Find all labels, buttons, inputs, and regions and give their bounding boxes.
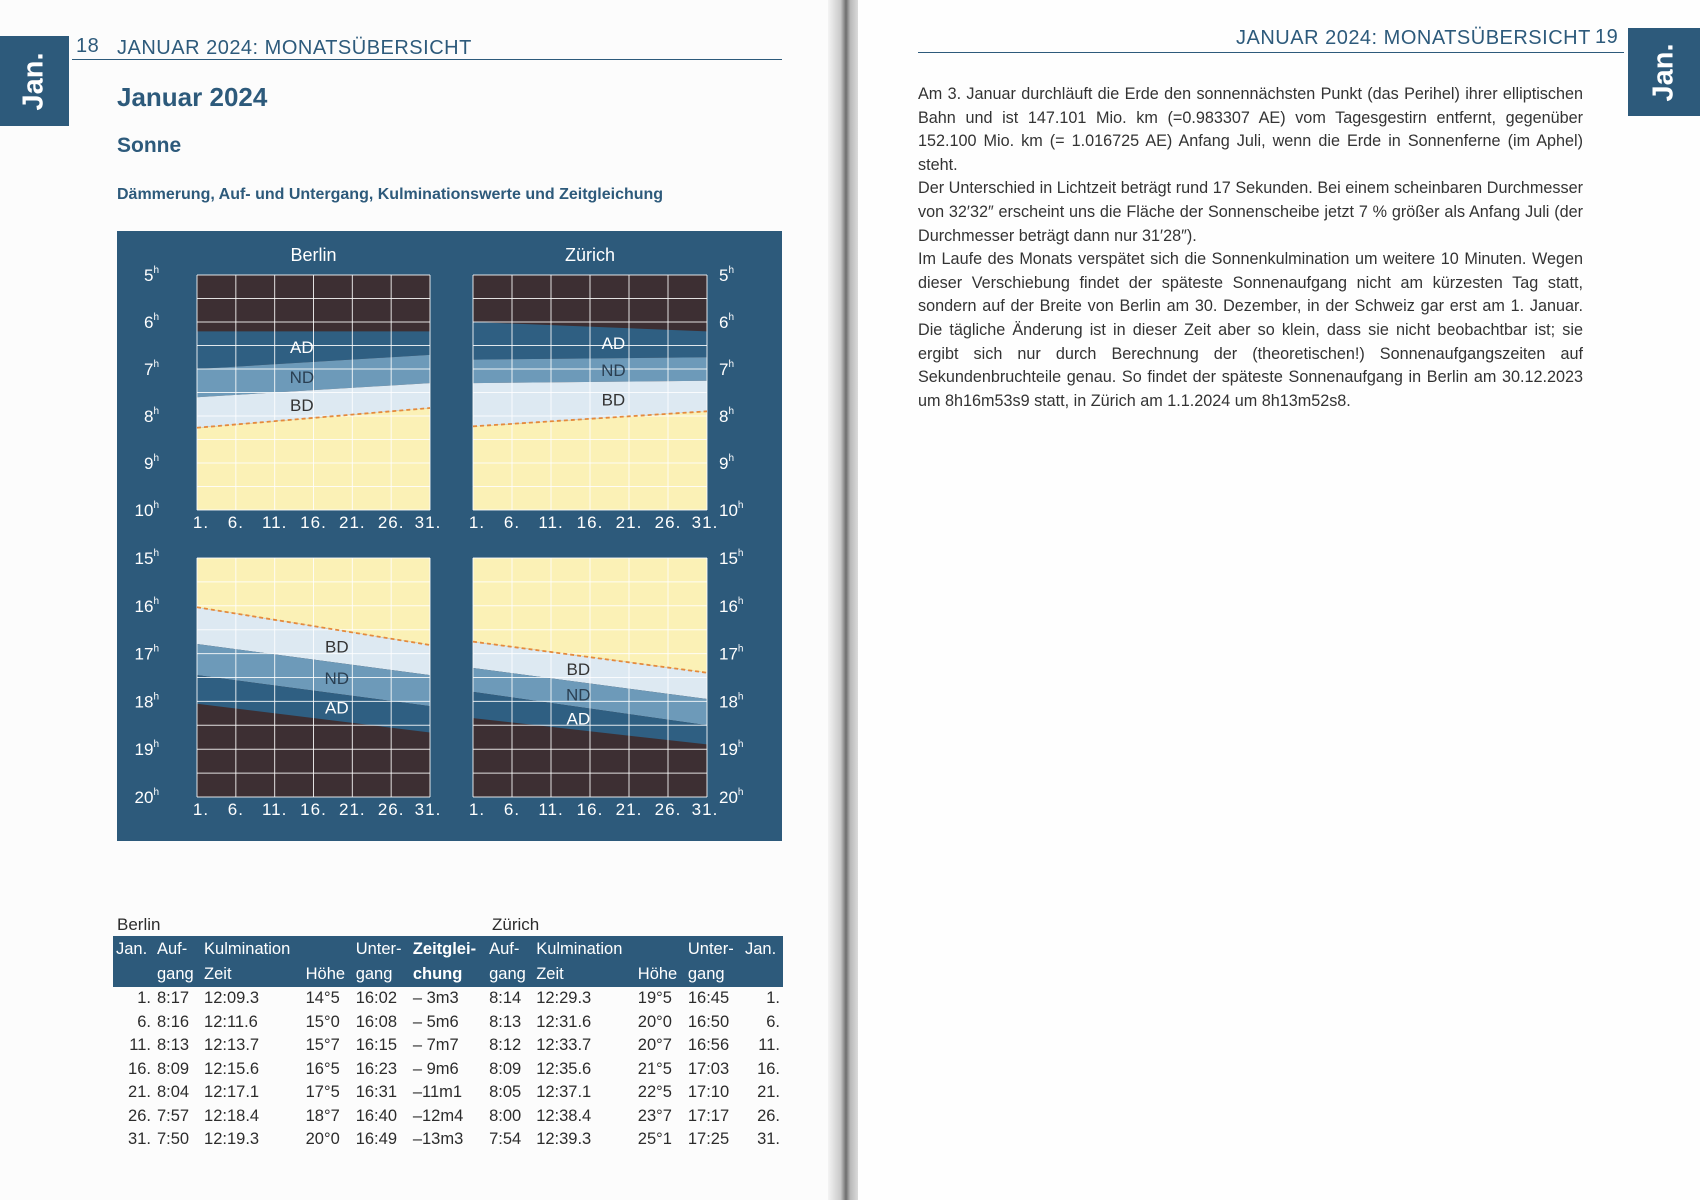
region-label-ad: AD (324, 698, 349, 718)
y-tick-unit: h (737, 739, 744, 751)
x-tick-label: 6. (227, 800, 244, 819)
table-cell: 31. (757, 1130, 780, 1149)
table-cell: 26. (128, 1106, 151, 1125)
y-tick-unit: h (153, 500, 159, 511)
table-cell: 15°7 (305, 1036, 340, 1055)
region-label-ad: AD (601, 333, 626, 353)
month-tab-right (1628, 28, 1700, 116)
x-tick-label: 31. (691, 800, 719, 819)
column-header-bottom: chung (410, 961, 486, 986)
y-tick-unit: h (153, 453, 159, 464)
table-cell: 12:29.3 (536, 989, 592, 1008)
y-tick-unit: h (737, 595, 744, 607)
y-tick-label: 15$^h$ (134, 548, 159, 568)
region-label-bd: BD (601, 390, 626, 410)
y-tick-label: 19$^h$ (134, 739, 159, 760)
table-header-row-bottom (113, 961, 783, 986)
table-cell: 17°5 (305, 1083, 340, 1102)
y-tick-unit: h (728, 359, 735, 370)
column-header-bottom: gang (353, 961, 410, 986)
column-header-top: Unter- (353, 936, 410, 961)
table-cell: 8:13 (489, 1012, 522, 1031)
column-header-top: Auf- (154, 936, 201, 961)
table-header-row-top (113, 936, 783, 961)
table-cell: 15°0 (305, 1012, 340, 1031)
y-tick-label: 19$^h$ (719, 739, 744, 760)
running-head-right: JANUAR 2024: MONATSÜBERSICHT (1236, 27, 1591, 49)
subsection-heading: Dämmerung, Auf- und Untergang, Kulminationswerte und Zeitgleichung (117, 186, 664, 203)
table-row (113, 1105, 783, 1129)
table-cell: 7:50 (156, 1130, 190, 1149)
page-title: Januar 2024 (117, 82, 268, 112)
y-tick-label: 18$^h$ (719, 691, 744, 712)
paragraph-lichtzeit: Der Unterschied in Lichtzeit beträgt rund 17 Sekunden. Bei einem scheinbaren Durchmesser von 32′32″ erscheint uns die Fläche der Sonnenscheibe jetzt 7 % größer als Anfang Juli (der Durchmesser beträgt dann nur 31′28″). (918, 179, 1583, 245)
column-header-bottom (742, 961, 783, 986)
y-tick-label: 9$^h$ (719, 453, 735, 473)
region-label-bd: BD (566, 659, 591, 679)
left-page (0, 0, 845, 1200)
table-cell: –13m3 (412, 1130, 464, 1149)
column-header-top: Kulmination (533, 936, 635, 961)
month-tab-left (0, 36, 69, 126)
y-tick-unit: h (153, 359, 159, 370)
x-tick-label: 31. (414, 800, 442, 819)
y-tick-unit: h (728, 265, 735, 276)
table-cell: 16:49 (355, 1130, 397, 1149)
region-label-ad: AD (566, 709, 591, 729)
table-cell: 17:10 (687, 1083, 730, 1102)
table-cell: 20°7 (637, 1036, 672, 1055)
table-cell: 18°7 (305, 1106, 340, 1125)
y-tick-label: 6$^h$ (719, 312, 735, 332)
table-cell: 1. (137, 989, 151, 1008)
chart-panel-berlin-morning (197, 275, 430, 510)
table-cell: 12:38.4 (536, 1106, 592, 1125)
table-row (113, 1081, 783, 1105)
x-tick-label: 11. (538, 800, 564, 819)
y-tick-label: 7$^h$ (719, 359, 735, 379)
table-cell: 12:17.1 (204, 1083, 260, 1102)
table-caption-zurich: Zürich (492, 915, 540, 934)
x-tick-label: 1. (468, 800, 486, 819)
y-tick-label: 15$^h$ (719, 548, 744, 568)
table-cell: 16°5 (305, 1059, 340, 1078)
panel-location-label: Zürich (564, 245, 616, 265)
table-row (113, 987, 783, 1011)
x-tick-label: 26. (654, 800, 682, 819)
table-cell: – 7m7 (412, 1036, 459, 1055)
table-cell: 12:37.1 (536, 1083, 592, 1102)
x-tick-label: 31. (414, 513, 442, 532)
x-tick-label: 21. (615, 513, 643, 532)
region-label-bd: BD (290, 395, 314, 415)
table-cell: 8:12 (489, 1036, 522, 1055)
table-cell: 31. (128, 1130, 151, 1149)
y-tick-label: 10$^h$ (134, 500, 159, 520)
y-tick-label: 10$^h$ (719, 500, 744, 520)
table-cell: 20°0 (637, 1012, 672, 1031)
page-number-right: 19 (1595, 26, 1619, 48)
x-tick-label: 26. (654, 513, 682, 532)
x-tick-label: 6. (503, 513, 521, 532)
x-tick-label: 16. (300, 513, 327, 532)
y-tick-unit: h (153, 595, 159, 607)
y-tick-unit: h (737, 787, 744, 798)
y-tick-unit: h (737, 691, 744, 703)
panel-location-label: Berlin (290, 245, 337, 265)
table-row (113, 1128, 783, 1152)
table-cell: 21. (757, 1083, 780, 1102)
region-label-ad: AD (290, 338, 314, 358)
table-cell: 12:18.4 (204, 1106, 260, 1125)
table-cell: 8:04 (156, 1083, 190, 1102)
column-header-bottom: gang (685, 961, 742, 986)
table-cell: 12:31.6 (536, 1012, 592, 1031)
y-tick-unit: h (153, 548, 159, 559)
y-tick-label: 5$^h$ (719, 265, 735, 285)
table-cell: 12:15.6 (204, 1059, 260, 1078)
table-cell: 12:35.6 (536, 1059, 592, 1078)
table-cell: 16:02 (355, 989, 397, 1008)
table-row (113, 1058, 783, 1082)
y-tick-label: 6$^h$ (143, 312, 159, 332)
x-tick-label: 31. (691, 513, 719, 532)
y-tick-label: 9$^h$ (143, 453, 159, 473)
table-cell: 8:13 (156, 1036, 190, 1055)
table-cell: 16. (757, 1059, 780, 1078)
x-tick-label: 16. (300, 800, 327, 819)
table-head (113, 936, 783, 987)
table-cell: –11m1 (412, 1083, 463, 1102)
region-label-nd: ND (324, 669, 350, 689)
table-caption-berlin: Berlin (117, 915, 161, 934)
y-tick-label: 16$^h$ (134, 595, 159, 616)
table-cell: 6. (766, 1012, 780, 1031)
y-tick-label: 20$^h$ (134, 787, 159, 807)
table-cell: 16:23 (355, 1059, 397, 1078)
table-cell: 19°5 (637, 989, 672, 1008)
y-tick-unit: h (737, 500, 744, 511)
y-tick-unit: h (728, 453, 735, 464)
table-cell: 12:19.3 (204, 1130, 260, 1149)
y-tick-label: 17$^h$ (134, 643, 159, 664)
column-header-top: Unter- (685, 936, 742, 961)
y-tick-label: 7$^h$ (143, 359, 159, 379)
column-header-bottom: gang (486, 961, 533, 986)
table-row (113, 1011, 783, 1035)
table-cell: 22°5 (637, 1083, 672, 1102)
region-label-nd: ND (601, 360, 626, 380)
table-cell: 12:39.3 (536, 1130, 592, 1149)
table-cell: 16:31 (355, 1083, 397, 1102)
table-body (113, 987, 783, 1152)
table-cell: 16:56 (687, 1036, 730, 1055)
x-tick-label: 1. (192, 800, 210, 819)
table-cell: 26. (757, 1106, 780, 1125)
sun-data-table (113, 936, 783, 1152)
y-tick-unit: h (737, 548, 744, 559)
table-cell: 11. (129, 1036, 151, 1055)
table-cell: 8:05 (489, 1083, 522, 1102)
month-tab-label: Jan. (1647, 42, 1680, 102)
body-text (918, 83, 1583, 413)
table-cell: 16:50 (687, 1012, 730, 1031)
table-cell: 17:03 (687, 1059, 730, 1078)
x-tick-label: 21. (339, 513, 366, 532)
column-header-top: Jan. (742, 936, 783, 961)
header-rule-left (72, 59, 782, 60)
region-label-bd: BD (324, 637, 349, 657)
column-header-top: Auf- (486, 936, 533, 961)
x-tick-label: 26. (377, 800, 405, 819)
chart-panel-berlin-evening (197, 558, 430, 797)
x-tick-label: 21. (615, 800, 643, 819)
twilight-chart (117, 231, 782, 841)
table-row (113, 1034, 783, 1058)
x-tick-label: 6. (227, 513, 244, 532)
y-tick-label: 18$^h$ (134, 691, 159, 712)
table-cell: 6. (137, 1012, 151, 1031)
column-header-bottom: Höhe (635, 961, 685, 986)
table-cell: 12:11.6 (204, 1012, 258, 1031)
x-tick-label: 16. (576, 513, 604, 532)
table-cell: 8:00 (489, 1106, 522, 1125)
table-cell: 8:09 (489, 1059, 522, 1078)
table-cell: 12:13.7 (204, 1036, 260, 1055)
y-tick-unit: h (728, 312, 735, 323)
y-tick-unit: h (153, 265, 159, 276)
table-cell: 8:16 (156, 1012, 190, 1031)
y-tick-unit: h (153, 787, 159, 798)
y-tick-unit: h (153, 691, 159, 703)
table-cell: 16:08 (355, 1012, 397, 1031)
month-tab-label: Jan. (18, 51, 50, 111)
x-tick-label: 1. (468, 513, 486, 532)
table-cell: 20°0 (305, 1130, 340, 1149)
y-tick-unit: h (153, 739, 159, 751)
y-tick-label: 16$^h$ (719, 595, 744, 616)
table-cell: 8:14 (489, 989, 522, 1008)
column-header-top: Jan. (113, 936, 154, 961)
table-cell: –12m4 (412, 1106, 464, 1125)
table-cell: – 3m3 (412, 989, 459, 1008)
x-tick-label: 26. (377, 513, 405, 532)
x-tick-label: 16. (576, 800, 604, 819)
table-cell: 23°7 (637, 1106, 672, 1125)
table-cell: 16:45 (687, 989, 730, 1008)
column-header-bottom: Zeit (533, 961, 635, 986)
table-cell: 12:33.7 (536, 1036, 592, 1055)
y-tick-unit: h (153, 406, 159, 417)
y-tick-label: 20$^h$ (719, 787, 744, 807)
y-tick-label: 17$^h$ (719, 643, 744, 664)
region-label-nd: ND (566, 685, 591, 705)
x-tick-label: 6. (503, 800, 521, 819)
x-tick-label: 11. (261, 513, 288, 532)
table-cell: 17:25 (687, 1130, 730, 1149)
table-cell: 1. (766, 989, 780, 1008)
running-head-left: JANUAR 2024: MONATSÜBERSICHT (117, 37, 472, 59)
paragraph-perihel: Am 3. Januar durchläuft die Erde den sonnennächsten Punkt (das Perihel) ihrer elliptischen Bahn und ist 147.101 Mio. km (=0.983307 AE) vom Tagesgestirn entfernt, gegenüber 152.100 Mio. km (= 1.016725 AE) Anfang Juli, wenn die Erde in Sonnenferne (im Aphel) steht. (918, 85, 1583, 174)
x-tick-label: 11. (261, 800, 288, 819)
x-tick-label: 21. (339, 800, 366, 819)
table-cell: 11. (758, 1036, 780, 1055)
column-header-bottom: gang (154, 961, 201, 986)
table-cell: 21°5 (637, 1059, 672, 1078)
column-header-top: Zeitglei- (410, 936, 486, 961)
y-tick-label: 5$^h$ (143, 265, 159, 285)
column-header-bottom: Höhe (303, 961, 353, 986)
y-tick-unit: h (728, 406, 735, 417)
table-cell: 16:15 (355, 1036, 397, 1055)
table-cell: 14°5 (305, 989, 340, 1008)
x-tick-label: 11. (538, 513, 564, 532)
header-rule-right (918, 52, 1624, 53)
table-cell: 7:54 (489, 1130, 522, 1149)
table-cell: 8:09 (156, 1059, 190, 1078)
table-cell: – 9m6 (412, 1059, 459, 1078)
table-cell: 16. (128, 1059, 151, 1078)
chart-panel-zuerich-morning (473, 275, 707, 510)
y-tick-label: 8$^h$ (143, 406, 159, 426)
column-header-bottom: Zeit (201, 961, 303, 986)
table-cell: 12:09.3 (204, 989, 260, 1008)
table-cell: 8:17 (156, 989, 190, 1008)
y-tick-unit: h (737, 643, 744, 655)
table-cell: 16:40 (355, 1106, 397, 1125)
table-cell: 25°1 (637, 1130, 672, 1149)
section-heading: Sonne (117, 134, 182, 157)
column-header-top (303, 936, 353, 961)
y-tick-unit: h (153, 643, 159, 655)
y-tick-unit: h (153, 312, 159, 323)
page-number-left: 18 (76, 35, 100, 57)
paragraph-kulmination: Im Laufe des Monats verspätet sich die Sonnenkulmination um weitere 10 Minuten. Wegen dieser Verschiebung findet der späteste Sonnenaufgang nicht am kürzesten Tag statt, sondern auf der Breite von Berlin am 30. Dezember, in der Schweiz gar erst am 1. Januar. Die tägliche Änderung ist in dieser Zeit aber so klein, dass sie nicht beobachtbar ist; sie ergibt sich nur durch Berechnung der (theoretischen!) Sonnenaufgangszeiten auf Sekundenbruchteile genau. So findet der späteste Sonnenaufgang in Berlin am 30.12.2023 um 8h16m53s9 statt, in Zürich am 1.1.2024 um 8h13m52s8. (918, 250, 1583, 410)
y-tick-label: 8$^h$ (719, 406, 735, 426)
x-tick-label: 1. (192, 513, 210, 532)
table-cell: 17:17 (687, 1106, 730, 1125)
table-cell: – 5m6 (412, 1012, 459, 1031)
column-header-bottom (113, 961, 154, 986)
table-cell: 21. (128, 1083, 151, 1102)
column-header-top (635, 936, 685, 961)
region-label-nd: ND (289, 367, 315, 387)
column-header-top: Kulmination (201, 936, 303, 961)
table-cell: 7:57 (156, 1106, 190, 1125)
